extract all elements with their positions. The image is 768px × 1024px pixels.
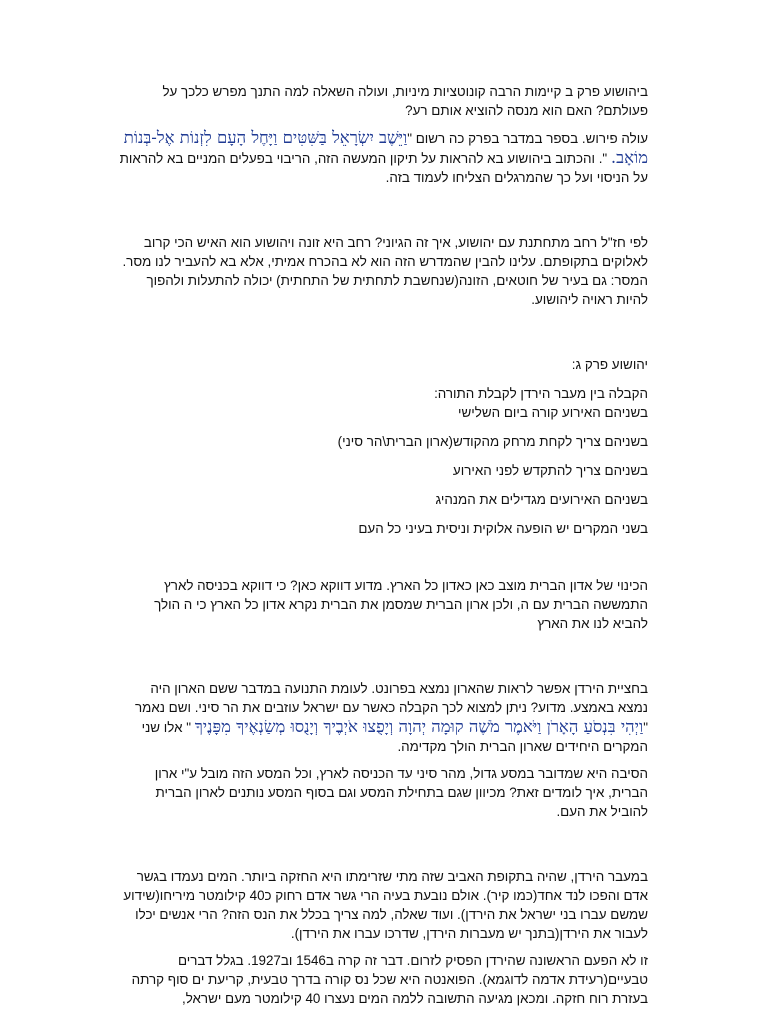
intro-question: ביהושוע פרק ב קיימות הרבה קונוטציות מיניות, ועולה השאלה למה התנך מפרש כלכך על פעולתם? האם הוא מנסה להוציא אותם רע? [162,84,648,118]
jordan-paragraph-1: במעבר הירדן, שהיה בתקופת האביב שזה מתי שזרימתו היא החזקה ביותר. המים נעמדו בגשר אדם והפכו לנד אחד(כמו קיר). אולם נובעת בעיה הרי גשר אדם רחוק כ40 קילומטר מיריחו(שידוע שמשם עברו בני ישראל את הירדן). ועוד שאלה, למה צריך בכלל את הנס הזה? הרי אנשים יכלו לעבור את הירדן(בתנך יש מעברות הירדן, שדרכו עברו את הירדן). [123,869,648,941]
chapter3-intro-line: הקבלה בין מעבר הירדן לקבלת התורה: [434,386,648,401]
list-item: בשניהם האירוע קורה ביום השלישי [458,405,648,420]
bamidbar-quote: וַיֵּשֶׁב יִשְׂרָאֵל בַּשִּׁטִּים וַיָּחֶל הָעָם לִזְנוֹת אֶל-בְּנוֹת מוֹאָב. [123,128,648,167]
ark-front-followup: הסיבה היא שמדובר במסע גדול, מהר סיני עד הכניסה לארץ, וכל המסע הזה מובל ע"י ארון הברית, איך לומדים זאת? מכיוון שגם בתחילת המסע וגם בסוף המסע נותנים לארון הברית להוביל את העם. [154,766,648,819]
list-item: בשניהם צריך לקחת מרחק מהקודש(ארון הברית\הר סיני) [337,434,648,449]
ark-name-paragraph: הכינוי של אדון הברית מוצב כאן כאדון כל הארץ. מדוע דווקא כאן? כי דווקא בכניסה לארץ התמששה הברית עם ה, ולכן ארון הברית שמסמן את הברית נקרא אדון כל הארץ כי ה הולך להביא לנו את הארץ [154,578,648,631]
list-item: בשניהם צריך להתקדש לפני האירוע [452,463,648,478]
intro-answer [118,128,648,187]
rahab-paragraph: לפי חז"ל רחב מתחתנת עם יהושוע, איך זה הגיוני? רחב היא זונה ויהושוע הוא האיש הכי קרוב לאלוקים בתקופתם. עלינו להבין שהמדרש הזה הוא לא בהכרח אמיתי, אלא בא להעביר לנו מסר. המסר: גם בעיר של חוטאים, הזונה(שנחשבת לתחתית של התחתית) יכולה להתעלות ולהפוך להיות ראויה ליהושוע. [122,235,648,307]
chapter3-heading: יהושוע פרק ג: [571,357,648,372]
ark-front-paragraph [118,679,648,756]
chapter3-section [118,355,648,538]
list-item: בשני המקרים יש הופעה אלוקית וניסית בעיני כל העם [358,521,648,536]
ark-front-text-before: בחציית הירדן אפשר לראות שהארון נמצא בפרונט. לעומת התנועה במדבר ששם הארון היה נמצא באמצע. מדוע? ניתן למצוא לכך הקבלה כאשר עם ישראל עוזבים את הר סיני. ושם נאמר " [134,681,648,735]
list-item: בשניהם האירועים מגדילים את המנהיג [435,492,648,507]
vayehi-binsoa-quote: וַיְהִי בִּנְסֹעַ הָאָרֹן וַיֹּאמֶר מֹשֶׁה קוּמָה יְהוָה וְיָפֻצוּ אֹיְבֶיךָ וְיָנֻסוּ מְשַׂנְאֶיךָ מִפָּנֶיךָ [194,717,644,736]
intro-answer-text-after: ". והכתוב ביהושוע בא להראות על תיקון המעשה הזה, הריבוי בפעלים המניים בא להראות על הניסוי ועל כך שהמרגלים הצליחו לעמוד בזה. [119,151,648,185]
ark-front-text-after: " אלו שני המקרים היחידים שארון הברית הולך מקדימה. [141,720,648,754]
jordan-paragraph-2: זו לא הפעם הראשונה שהירדן הפסיק לזרום. דבר זה קרה ב1546 וב1927. בגלל דברים טבעיים(רעידת אדמה לדוגמא). הפואנטה היא שכל נס קורה בדרך טבעית, קריעת ים סוף קרתה בעזרת רוח חזקה. ומכאן מגיעה התשובה ללמה המים נעצרו 40 קילומטר מעם ישראל, [131,953,648,1006]
intro-answer-text-before: עולה פירוש. בספר במדבר בפרק כה רשום " [407,131,648,146]
